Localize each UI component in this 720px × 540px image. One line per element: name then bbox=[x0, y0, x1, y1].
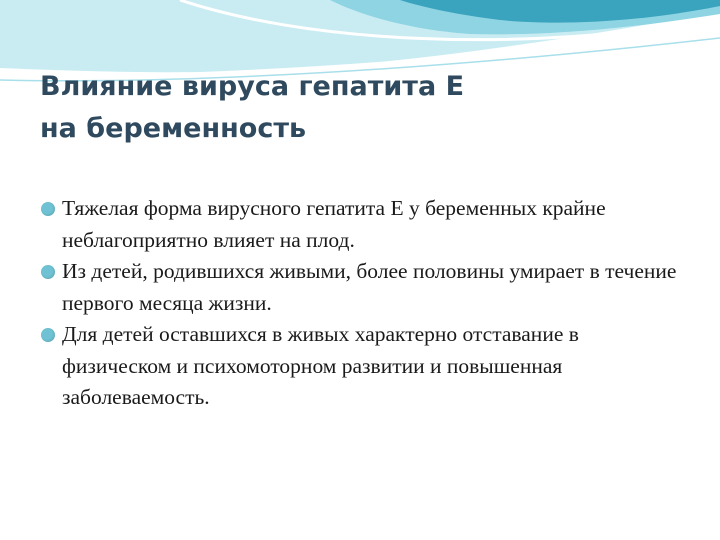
slide-title-line-1: Влияние вируса гепатита Е bbox=[40, 71, 465, 102]
bullet-dot-icon bbox=[41, 328, 55, 342]
bullet-dot-icon bbox=[41, 202, 55, 216]
bullet-text: Тяжелая форма вирусного гепатита Е у беременных крайне неблагоприятно влияет на плод. bbox=[62, 196, 606, 252]
bullet-list bbox=[40, 193, 680, 414]
bullet-item bbox=[40, 193, 680, 256]
slide-title-line-2: на беременность bbox=[40, 113, 307, 144]
bullet-item bbox=[40, 319, 680, 414]
bullet-item bbox=[40, 256, 680, 319]
slide-title bbox=[40, 66, 680, 150]
bullet-text: Из детей, родившихся живыми, более половины умирает в течение первого месяца жизни. bbox=[62, 259, 677, 315]
bullet-text: Для детей оставшихся в живых характерно отставание в физическом и психомоторном развитии и повышенная заболеваемость. bbox=[62, 322, 579, 409]
bullet-dot-icon bbox=[41, 265, 55, 279]
